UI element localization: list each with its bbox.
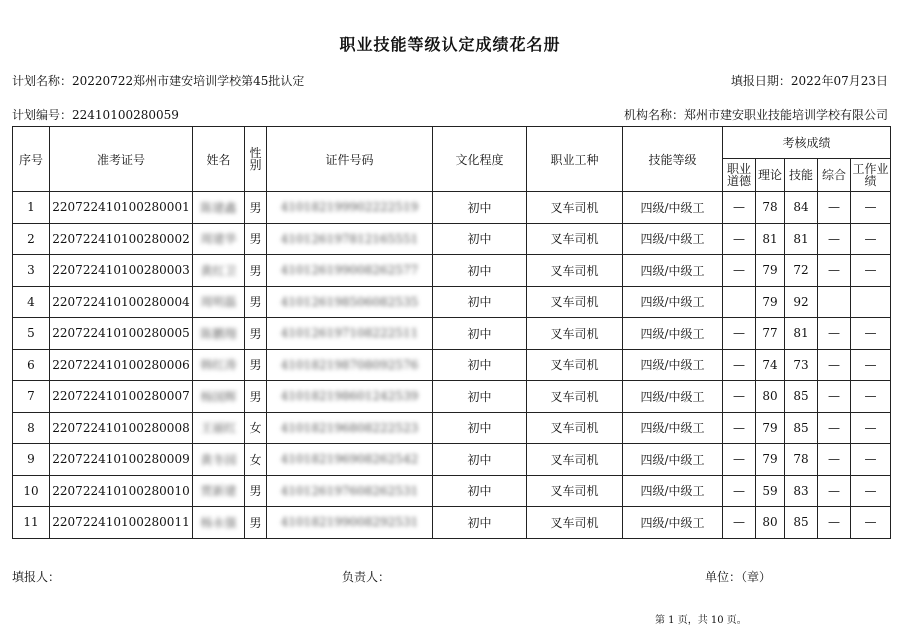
cell-id-no (267, 286, 433, 318)
redacted-name: 杨国辉 (200, 389, 237, 404)
cell-theory: 78 (756, 192, 785, 224)
cell-overall: — (818, 192, 851, 224)
redacted-name: 陈鹏翔 (200, 326, 237, 341)
cell-ethics: — (723, 223, 756, 255)
cell-overall: — (818, 475, 851, 507)
cell-job: 叉车司机 (527, 475, 623, 507)
cell-performance: — (851, 381, 891, 413)
cell-education: 初中 (433, 412, 527, 444)
redacted-name: 黄红卫 (200, 263, 237, 278)
cell-name (193, 381, 245, 413)
redacted-name: 陈建鑫 (200, 200, 237, 215)
cell-theory: 59 (756, 475, 785, 507)
fill-date-value: 2022年07月23日 (790, 74, 888, 88)
cell-id-no (267, 318, 433, 350)
cell-skill: 83 (785, 475, 818, 507)
cell-performance: — (851, 223, 891, 255)
header-scores: 考核成绩 (723, 127, 891, 159)
cell-ethics: — (723, 412, 756, 444)
cell-performance: — (851, 255, 891, 287)
cell-job: 叉车司机 (527, 318, 623, 350)
header-id-no: 证件号码 (267, 127, 433, 192)
cell-level: 四级/中级工 (623, 255, 723, 287)
header-level: 技能等级 (623, 127, 723, 192)
cell-education: 初中 (433, 507, 527, 539)
cell-level: 四级/中级工 (623, 223, 723, 255)
redacted-name: 贾新建 (200, 484, 237, 499)
header-overall: 综合 (818, 159, 851, 192)
cell-performance: — (851, 475, 891, 507)
cell-name (193, 192, 245, 224)
cell-exam-no: 220722410100280001 (50, 192, 193, 224)
cell-id-no (267, 444, 433, 476)
cell-job: 叉车司机 (527, 286, 623, 318)
cell-skill: 85 (785, 381, 818, 413)
cell-skill: 73 (785, 349, 818, 381)
cell-gender: 男 (245, 255, 267, 287)
cell-seq: 4 (13, 286, 50, 318)
cell-seq: 5 (13, 318, 50, 350)
header-exam-no: 准考证号 (50, 127, 193, 192)
cell-education: 初中 (433, 255, 527, 287)
cell-performance: — (851, 507, 891, 539)
cell-overall: — (818, 444, 851, 476)
cell-job: 叉车司机 (527, 381, 623, 413)
org-label: 机构名称： (623, 108, 684, 122)
cell-education: 初中 (433, 318, 527, 350)
redacted-id-number: 410126197608262531 (280, 483, 419, 498)
cell-skill: 78 (785, 444, 818, 476)
cell-theory: 80 (756, 507, 785, 539)
cell-ethics: — (723, 507, 756, 539)
cell-theory: 79 (756, 412, 785, 444)
table-row (13, 223, 891, 255)
cell-gender: 男 (245, 475, 267, 507)
fill-date-label: 填报日期： (730, 74, 791, 88)
cell-exam-no: 220722410100280006 (50, 349, 193, 381)
page-number: 第 1 页，共 10 页。 (655, 615, 747, 626)
cell-overall (818, 286, 851, 318)
cell-ethics: — (723, 255, 756, 287)
cell-skill: 92 (785, 286, 818, 318)
cell-ethics: — (723, 318, 756, 350)
redacted-id-number: 410182198708092576 (280, 357, 419, 372)
cell-education: 初中 (433, 349, 527, 381)
table-row (13, 507, 891, 539)
cell-theory: 81 (756, 223, 785, 255)
cell-name (193, 444, 245, 476)
cell-name (193, 286, 245, 318)
redacted-name: 杨永强 (200, 515, 237, 530)
cell-ethics (723, 286, 756, 318)
cell-theory: 77 (756, 318, 785, 350)
cell-skill: 72 (785, 255, 818, 287)
cell-ethics: — (723, 192, 756, 224)
cell-ethics: — (723, 475, 756, 507)
cell-performance: — (851, 412, 891, 444)
redacted-id-number: 410182199008292531 (280, 515, 419, 530)
plan-name-value: 20220722郑州市建安培训学校第45批认定 (72, 74, 305, 88)
redacted-id-number: 410182196808222523 (280, 420, 419, 435)
cell-job: 叉车司机 (527, 507, 623, 539)
cell-job: 叉车司机 (527, 412, 623, 444)
cell-id-no (267, 192, 433, 224)
header-gender: 性别 (245, 127, 267, 192)
cell-performance: — (851, 349, 891, 381)
cell-exam-no: 220722410100280008 (50, 412, 193, 444)
cell-level: 四级/中级工 (623, 507, 723, 539)
cell-seq: 10 (13, 475, 50, 507)
redacted-id-number: 410182198601242539 (280, 389, 419, 404)
reporter-label: 填报人： (12, 570, 61, 584)
cell-ethics: — (723, 349, 756, 381)
table-row (13, 475, 891, 507)
redacted-id-number: 410182196908262542 (280, 452, 419, 467)
cell-seq: 6 (13, 349, 50, 381)
plan-no-line (12, 106, 179, 123)
cell-skill: 85 (785, 412, 818, 444)
org-line (624, 106, 888, 123)
score-roster-table (12, 126, 891, 539)
cell-overall: — (818, 507, 851, 539)
cell-performance: — (851, 192, 891, 224)
cell-education: 初中 (433, 192, 527, 224)
table-row (13, 381, 891, 413)
cell-id-no (267, 475, 433, 507)
cell-ethics: — (723, 444, 756, 476)
header-skill: 技能 (785, 159, 818, 192)
cell-exam-no: 220722410100280002 (50, 223, 193, 255)
cell-overall: — (818, 349, 851, 381)
cell-exam-no: 220722410100280011 (50, 507, 193, 539)
cell-overall: — (818, 223, 851, 255)
plan-no-label: 计划编号： (12, 108, 73, 122)
cell-overall: — (818, 318, 851, 350)
header-ethics: 职业道德 (723, 159, 756, 192)
cell-theory: 80 (756, 381, 785, 413)
cell-seq: 1 (13, 192, 50, 224)
cell-theory: 74 (756, 349, 785, 381)
cell-ethics: — (723, 381, 756, 413)
table-row (13, 255, 891, 287)
redacted-name: 周建华 (200, 232, 237, 247)
table-row (13, 286, 891, 318)
cell-gender: 女 (245, 444, 267, 476)
table-row (13, 349, 891, 381)
plan-name-line (12, 72, 304, 89)
cell-skill: 81 (785, 223, 818, 255)
cell-seq: 2 (13, 223, 50, 255)
cell-id-no (267, 255, 433, 287)
responsible-label: 负责人： (342, 570, 391, 584)
table-row (13, 192, 891, 224)
cell-education: 初中 (433, 381, 527, 413)
cell-job: 叉车司机 (527, 223, 623, 255)
cell-theory: 79 (756, 444, 785, 476)
cell-level: 四级/中级工 (623, 381, 723, 413)
redacted-name: 黄冬园 (200, 452, 237, 467)
cell-exam-no: 220722410100280010 (50, 475, 193, 507)
cell-gender: 男 (245, 507, 267, 539)
fill-date-line (731, 72, 888, 89)
org-value: 郑州市建安职业技能培训学校有限公司 (683, 108, 888, 122)
cell-exam-no: 220722410100280007 (50, 381, 193, 413)
cell-name (193, 349, 245, 381)
cell-exam-no: 220722410100280003 (50, 255, 193, 287)
header-theory: 理论 (756, 159, 785, 192)
cell-skill: 84 (785, 192, 818, 224)
cell-gender: 男 (245, 318, 267, 350)
cell-performance (851, 286, 891, 318)
cell-id-no (267, 223, 433, 255)
cell-seq: 3 (13, 255, 50, 287)
cell-exam-no: 220722410100280009 (50, 444, 193, 476)
cell-id-no (267, 412, 433, 444)
redacted-name: 韩红涛 (200, 358, 237, 373)
redacted-id-number: 410126197108222511 (280, 326, 419, 341)
table-row (13, 318, 891, 350)
redacted-name: 周明磊 (200, 295, 237, 310)
cell-gender: 男 (245, 223, 267, 255)
table-row (13, 444, 891, 476)
cell-name (193, 223, 245, 255)
cell-id-no (267, 349, 433, 381)
cell-id-no (267, 381, 433, 413)
cell-gender: 男 (245, 381, 267, 413)
cell-level: 四级/中级工 (623, 192, 723, 224)
cell-gender: 男 (245, 349, 267, 381)
header-job: 职业工种 (527, 127, 623, 192)
unit-seal-label: 单位：（章） (705, 570, 772, 584)
cell-education: 初中 (433, 444, 527, 476)
cell-education: 初中 (433, 286, 527, 318)
header-performance: 工作业绩 (851, 159, 891, 192)
cell-name (193, 475, 245, 507)
cell-theory: 79 (756, 255, 785, 287)
cell-level: 四级/中级工 (623, 349, 723, 381)
redacted-id-number: 410126197812165551 (280, 231, 419, 246)
cell-overall: — (818, 412, 851, 444)
plan-no-value: 22410100280059 (72, 108, 179, 122)
cell-theory: 79 (756, 286, 785, 318)
cell-seq: 8 (13, 412, 50, 444)
cell-level: 四级/中级工 (623, 286, 723, 318)
cell-skill: 85 (785, 507, 818, 539)
cell-name (193, 412, 245, 444)
cell-education: 初中 (433, 223, 527, 255)
cell-level: 四级/中级工 (623, 444, 723, 476)
cell-name (193, 318, 245, 350)
cell-skill: 81 (785, 318, 818, 350)
cell-level: 四级/中级工 (623, 475, 723, 507)
cell-gender: 男 (245, 286, 267, 318)
table-row (13, 412, 891, 444)
cell-performance: — (851, 444, 891, 476)
cell-id-no (267, 507, 433, 539)
cell-level: 四级/中级工 (623, 412, 723, 444)
cell-performance: — (851, 318, 891, 350)
cell-exam-no: 220722410100280004 (50, 286, 193, 318)
plan-name-label: 计划名称： (12, 74, 73, 88)
cell-exam-no: 220722410100280005 (50, 318, 193, 350)
document-title: 职业技能等级认定成绩花名册 (339, 35, 561, 54)
cell-job: 叉车司机 (527, 444, 623, 476)
cell-education: 初中 (433, 475, 527, 507)
redacted-id-number: 410126199008262577 (280, 263, 419, 278)
header-education: 文化程度 (433, 127, 527, 192)
cell-gender: 女 (245, 412, 267, 444)
cell-name (193, 507, 245, 539)
header-seq: 序号 (13, 127, 50, 192)
cell-level: 四级/中级工 (623, 318, 723, 350)
cell-seq: 11 (13, 507, 50, 539)
cell-overall: — (818, 255, 851, 287)
cell-job: 叉车司机 (527, 192, 623, 224)
cell-seq: 7 (13, 381, 50, 413)
cell-name (193, 255, 245, 287)
redacted-name: 王丽红 (200, 421, 237, 436)
cell-seq: 9 (13, 444, 50, 476)
cell-job: 叉车司机 (527, 255, 623, 287)
redacted-id-number: 410182199902222519 (280, 200, 419, 215)
redacted-id-number: 410126198506082535 (280, 294, 419, 309)
cell-overall: — (818, 381, 851, 413)
header-name: 姓名 (193, 127, 245, 192)
cell-job: 叉车司机 (527, 349, 623, 381)
cell-gender: 男 (245, 192, 267, 224)
